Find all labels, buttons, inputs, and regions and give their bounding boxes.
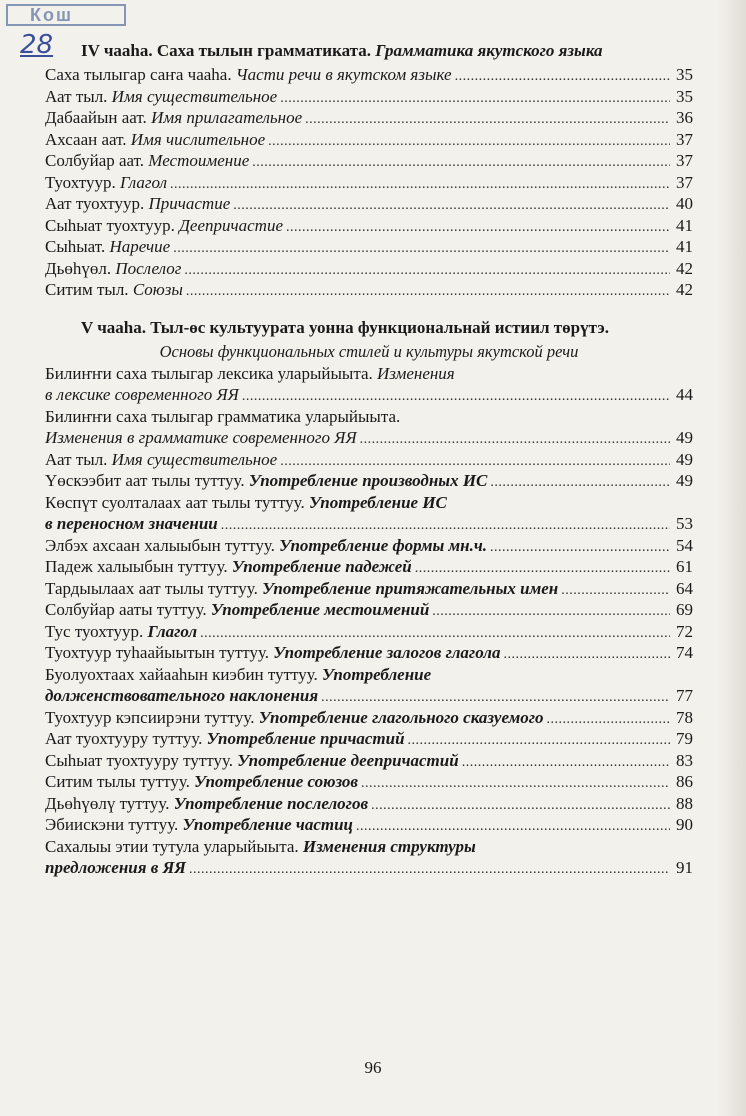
- entry-page: 40: [676, 194, 693, 213]
- entry-page: 42: [676, 280, 693, 299]
- entry-sakha: Үөскээбит аат тылы туттуу.: [45, 471, 245, 490]
- library-stamp: [6, 4, 126, 26]
- section-4-title: IV чааhа. Саха тылын грамматиката.: [81, 41, 371, 60]
- dot-leader: [455, 66, 670, 88]
- entry-page: 79: [676, 729, 693, 748]
- entry-page: 61: [676, 557, 693, 576]
- entry-ru: Местоимение: [148, 151, 250, 170]
- toc-entry: [45, 857, 693, 879]
- section-4-heading: [45, 40, 693, 62]
- table-of-contents: [45, 40, 693, 879]
- toc-entry: [45, 685, 693, 707]
- entry-page: 72: [676, 621, 693, 641]
- toc-entry: [45, 535, 693, 557]
- entry-sakha: Солбуйар аат.: [45, 151, 145, 170]
- toc-entry: [45, 599, 693, 621]
- entry-page: 78: [676, 707, 693, 727]
- section-5-heading: V чааhа. Тыл-өс культуурата уонна функциональнай истиил төрүтэ.: [81, 317, 609, 337]
- section-4-entries: [45, 64, 693, 301]
- entry-ru: Послелог: [115, 258, 182, 278]
- entry-sakha: Дабаайын аат.: [45, 108, 147, 127]
- entry-ru: Имя прилагательное: [151, 108, 303, 127]
- toc-entry: [45, 728, 693, 750]
- dot-leader: [490, 472, 670, 494]
- dot-leader: [305, 109, 670, 131]
- dot-leader: [268, 131, 670, 153]
- entry-ru: Употребление деепричастий: [237, 750, 459, 770]
- entry-page: 42: [676, 258, 693, 278]
- section-4-title-ru: Грамматика якутского языка: [375, 41, 603, 60]
- entry-sakha: Эбиискэни туттуу.: [45, 815, 179, 834]
- entry-page: 49: [676, 471, 693, 490]
- entry-page: 64: [676, 578, 693, 598]
- entry-page: 83: [676, 750, 693, 770]
- entry-ru: Употребление формы мн.ч.: [279, 535, 488, 555]
- entry-page: 74: [676, 643, 693, 662]
- entry-ru: Употребление причастий: [206, 729, 405, 748]
- section-5-subheading: Основы функциональных стилей и культуры якутской речи: [159, 341, 579, 361]
- toc-entry: [45, 258, 693, 280]
- entry-sakha: Аат тыл.: [45, 86, 108, 106]
- entry-page: 37: [676, 172, 693, 192]
- entry-ru: предложения в ЯЯ: [45, 858, 186, 877]
- entry-sakha: Туохтуур.: [45, 172, 116, 192]
- entry-page: 88: [676, 793, 693, 813]
- dot-leader: [504, 644, 671, 666]
- dot-leader: [547, 709, 670, 731]
- dot-leader: [462, 752, 670, 774]
- entry-page: 41: [676, 237, 693, 256]
- entry-sakha: Ахсаан аат.: [45, 129, 127, 149]
- toc-entry: [45, 107, 693, 129]
- entry-sakha: Дьөhүөл.: [45, 258, 112, 278]
- entry-page: 54: [676, 535, 693, 555]
- entry-sakha: Туохтуур кэпсиирэни туттуу.: [45, 707, 255, 727]
- toc-entry: [45, 621, 693, 643]
- entry-ru: долженствовательного наклонения: [45, 686, 319, 705]
- dot-leader: [360, 429, 670, 451]
- toc-entry: [45, 64, 693, 86]
- dot-leader: [280, 88, 670, 110]
- toc-entry: [45, 707, 693, 729]
- entry-page: 90: [676, 815, 693, 834]
- entry-sakha: Падеж халыыбын туттуу.: [45, 557, 228, 576]
- entry-ru: Употребление союзов: [194, 772, 359, 791]
- entry-page: 36: [676, 108, 693, 127]
- entry-page: 53: [676, 514, 693, 533]
- entry-page: 37: [676, 151, 693, 170]
- entry-sakha: Солбуйар ааты туттуу.: [45, 600, 207, 619]
- dot-leader: [356, 816, 670, 838]
- entry-sakha: Аат тыл.: [45, 449, 108, 469]
- entry-ru: Имя существительное: [111, 86, 278, 106]
- entry-page: 69: [676, 600, 693, 619]
- dot-leader: [200, 623, 670, 645]
- entry-ru: Употребление частиц: [182, 815, 354, 834]
- entry-sakha: Билиҥҥи саха тылыгар грамматика уларыйыыта.: [45, 406, 401, 426]
- entry-sakha: Туохтуур туhаайыытын туттуу.: [45, 643, 270, 662]
- toc-entry: [45, 236, 693, 258]
- dot-leader: [490, 537, 670, 559]
- entry-sakha: Тардыылаах аат тылы туттуу.: [45, 578, 258, 598]
- section-5-entries-a: [45, 535, 693, 664]
- dot-leader: [189, 859, 670, 881]
- entry-sakha: Сыhыат.: [45, 237, 106, 256]
- stamp-text: Кош: [30, 5, 73, 25]
- toc-entry-line: [45, 363, 693, 385]
- entry-sakha: Сыhыат туохтуур.: [45, 215, 175, 235]
- toc-entry: [45, 449, 693, 471]
- dot-leader: [286, 217, 670, 239]
- entry-sakha: Ситим тылы туттуу.: [45, 772, 190, 791]
- entry-sakha: Дьөhүөлү туттуу.: [45, 793, 170, 813]
- toc-entry: [45, 384, 693, 406]
- entry-ru: Употребление залогов глагола: [273, 643, 501, 662]
- entry-page: 77: [676, 686, 693, 705]
- toc-entry-line: [45, 836, 693, 858]
- dot-leader: [432, 601, 670, 623]
- dot-leader: [221, 515, 670, 537]
- toc-entry-line: [45, 406, 693, 428]
- toc-entry: [45, 86, 693, 108]
- entry-ru: Изменения в грамматике современного ЯЯ: [45, 428, 357, 447]
- entry-page: 44: [676, 385, 693, 404]
- dot-leader: [371, 795, 670, 817]
- entry-ru: Изменения структуры: [302, 836, 476, 856]
- entry-page: 91: [676, 858, 693, 877]
- entry-page: 49: [676, 449, 693, 469]
- entry-page: 37: [676, 129, 693, 149]
- toc-entry: [45, 750, 693, 772]
- entry-sakha: Көспүт суолталаах аат тылы туттуу.: [45, 492, 305, 512]
- toc-entry: [45, 215, 693, 237]
- entry-sakha: Элбэх ахсаан халыыбын туттуу.: [45, 535, 275, 555]
- entry-ru: Деепричастие: [179, 215, 283, 235]
- dot-leader: [361, 773, 670, 795]
- dot-leader: [561, 580, 670, 602]
- dot-leader: [321, 687, 670, 709]
- toc-entry: [45, 771, 693, 793]
- entry-ru: Употребление ИС: [308, 492, 447, 512]
- toc-entry: [45, 150, 693, 172]
- dot-leader: [170, 174, 670, 196]
- entry-sakha: Сыhыат туохтууру туттуу.: [45, 750, 234, 770]
- entry-sakha: Аат туохтууру туттуу.: [45, 729, 203, 748]
- handwritten-page-number: 28: [20, 30, 54, 60]
- entry-sakha: Ситим тыл.: [45, 280, 129, 299]
- entry-page: 86: [676, 772, 693, 791]
- page-fold-shadow: [716, 0, 746, 1116]
- entry-sakha: Сахалыы этии тутула уларыйыыта.: [45, 836, 299, 856]
- entry-ru: Имя числительное: [130, 129, 266, 149]
- entry-sakha: Билиҥҥи саха тылыгар лексика уларыйыыта.: [45, 363, 373, 383]
- entry-ru: Употребление глагольного сказуемого: [258, 707, 544, 727]
- dot-leader: [233, 195, 670, 217]
- entry-ru: Употребление: [322, 664, 432, 684]
- section-5-entries-b: [45, 707, 693, 836]
- toc-entry: [45, 814, 693, 836]
- entry-ru: Союзы: [132, 280, 183, 299]
- entry-ru: Части речи в якутском языке: [235, 65, 452, 84]
- dot-leader: [186, 281, 670, 303]
- entry-ru: Употребление производных ИС: [248, 471, 488, 490]
- entry-ru: Глагол: [147, 621, 198, 641]
- dot-leader: [173, 238, 670, 260]
- entry-ru: Употребление падежей: [231, 557, 412, 576]
- toc-entry: [45, 513, 693, 535]
- dot-leader: [415, 558, 670, 580]
- dot-leader: [242, 386, 670, 408]
- toc-entry: [45, 793, 693, 815]
- entry-ru: Употребление притяжательных имен: [262, 578, 559, 598]
- toc-entry: [45, 193, 693, 215]
- entry-ru: Имя существительное: [111, 449, 278, 469]
- entry-ru: Причастие: [148, 194, 231, 213]
- entry-ru: в лексике современного ЯЯ: [45, 385, 239, 404]
- toc-entry: [45, 279, 693, 301]
- entry-ru: Наречие: [109, 237, 171, 256]
- page-number: 96: [364, 1058, 382, 1077]
- toc-entry: [45, 578, 693, 600]
- entry-ru: Глагол: [119, 172, 167, 192]
- toc-entry: [45, 172, 693, 194]
- entry-ru: Употребление местоимений: [210, 600, 430, 619]
- dot-leader: [280, 451, 670, 473]
- toc-entry: [45, 556, 693, 578]
- dot-leader: [408, 730, 670, 752]
- toc-entry: [45, 642, 693, 664]
- entry-page: 49: [676, 428, 693, 447]
- toc-entry: [45, 470, 693, 492]
- dot-leader: [184, 260, 670, 282]
- entry-sakha: Саха тылыгар саҥа чааhа.: [45, 65, 232, 84]
- entry-page: 41: [676, 215, 693, 235]
- entry-page: 35: [676, 65, 693, 84]
- entry-ru: Изменения: [377, 363, 455, 383]
- toc-entry: [45, 129, 693, 151]
- entry-ru: в переносном значении: [45, 514, 218, 533]
- entry-page: 35: [676, 86, 693, 106]
- entry-sakha: Аат туохтуур.: [45, 194, 145, 213]
- dot-leader: [252, 152, 670, 174]
- entry-sakha: Тус туохтуур.: [45, 621, 144, 641]
- entry-sakha: Буолуохтаах хайааhын киэбин туттуу.: [45, 664, 318, 684]
- toc-entry: [45, 427, 693, 449]
- toc-entry-line: [45, 664, 693, 686]
- entry-ru: Употребление послелогов: [173, 793, 369, 813]
- toc-entry-line: [45, 492, 693, 514]
